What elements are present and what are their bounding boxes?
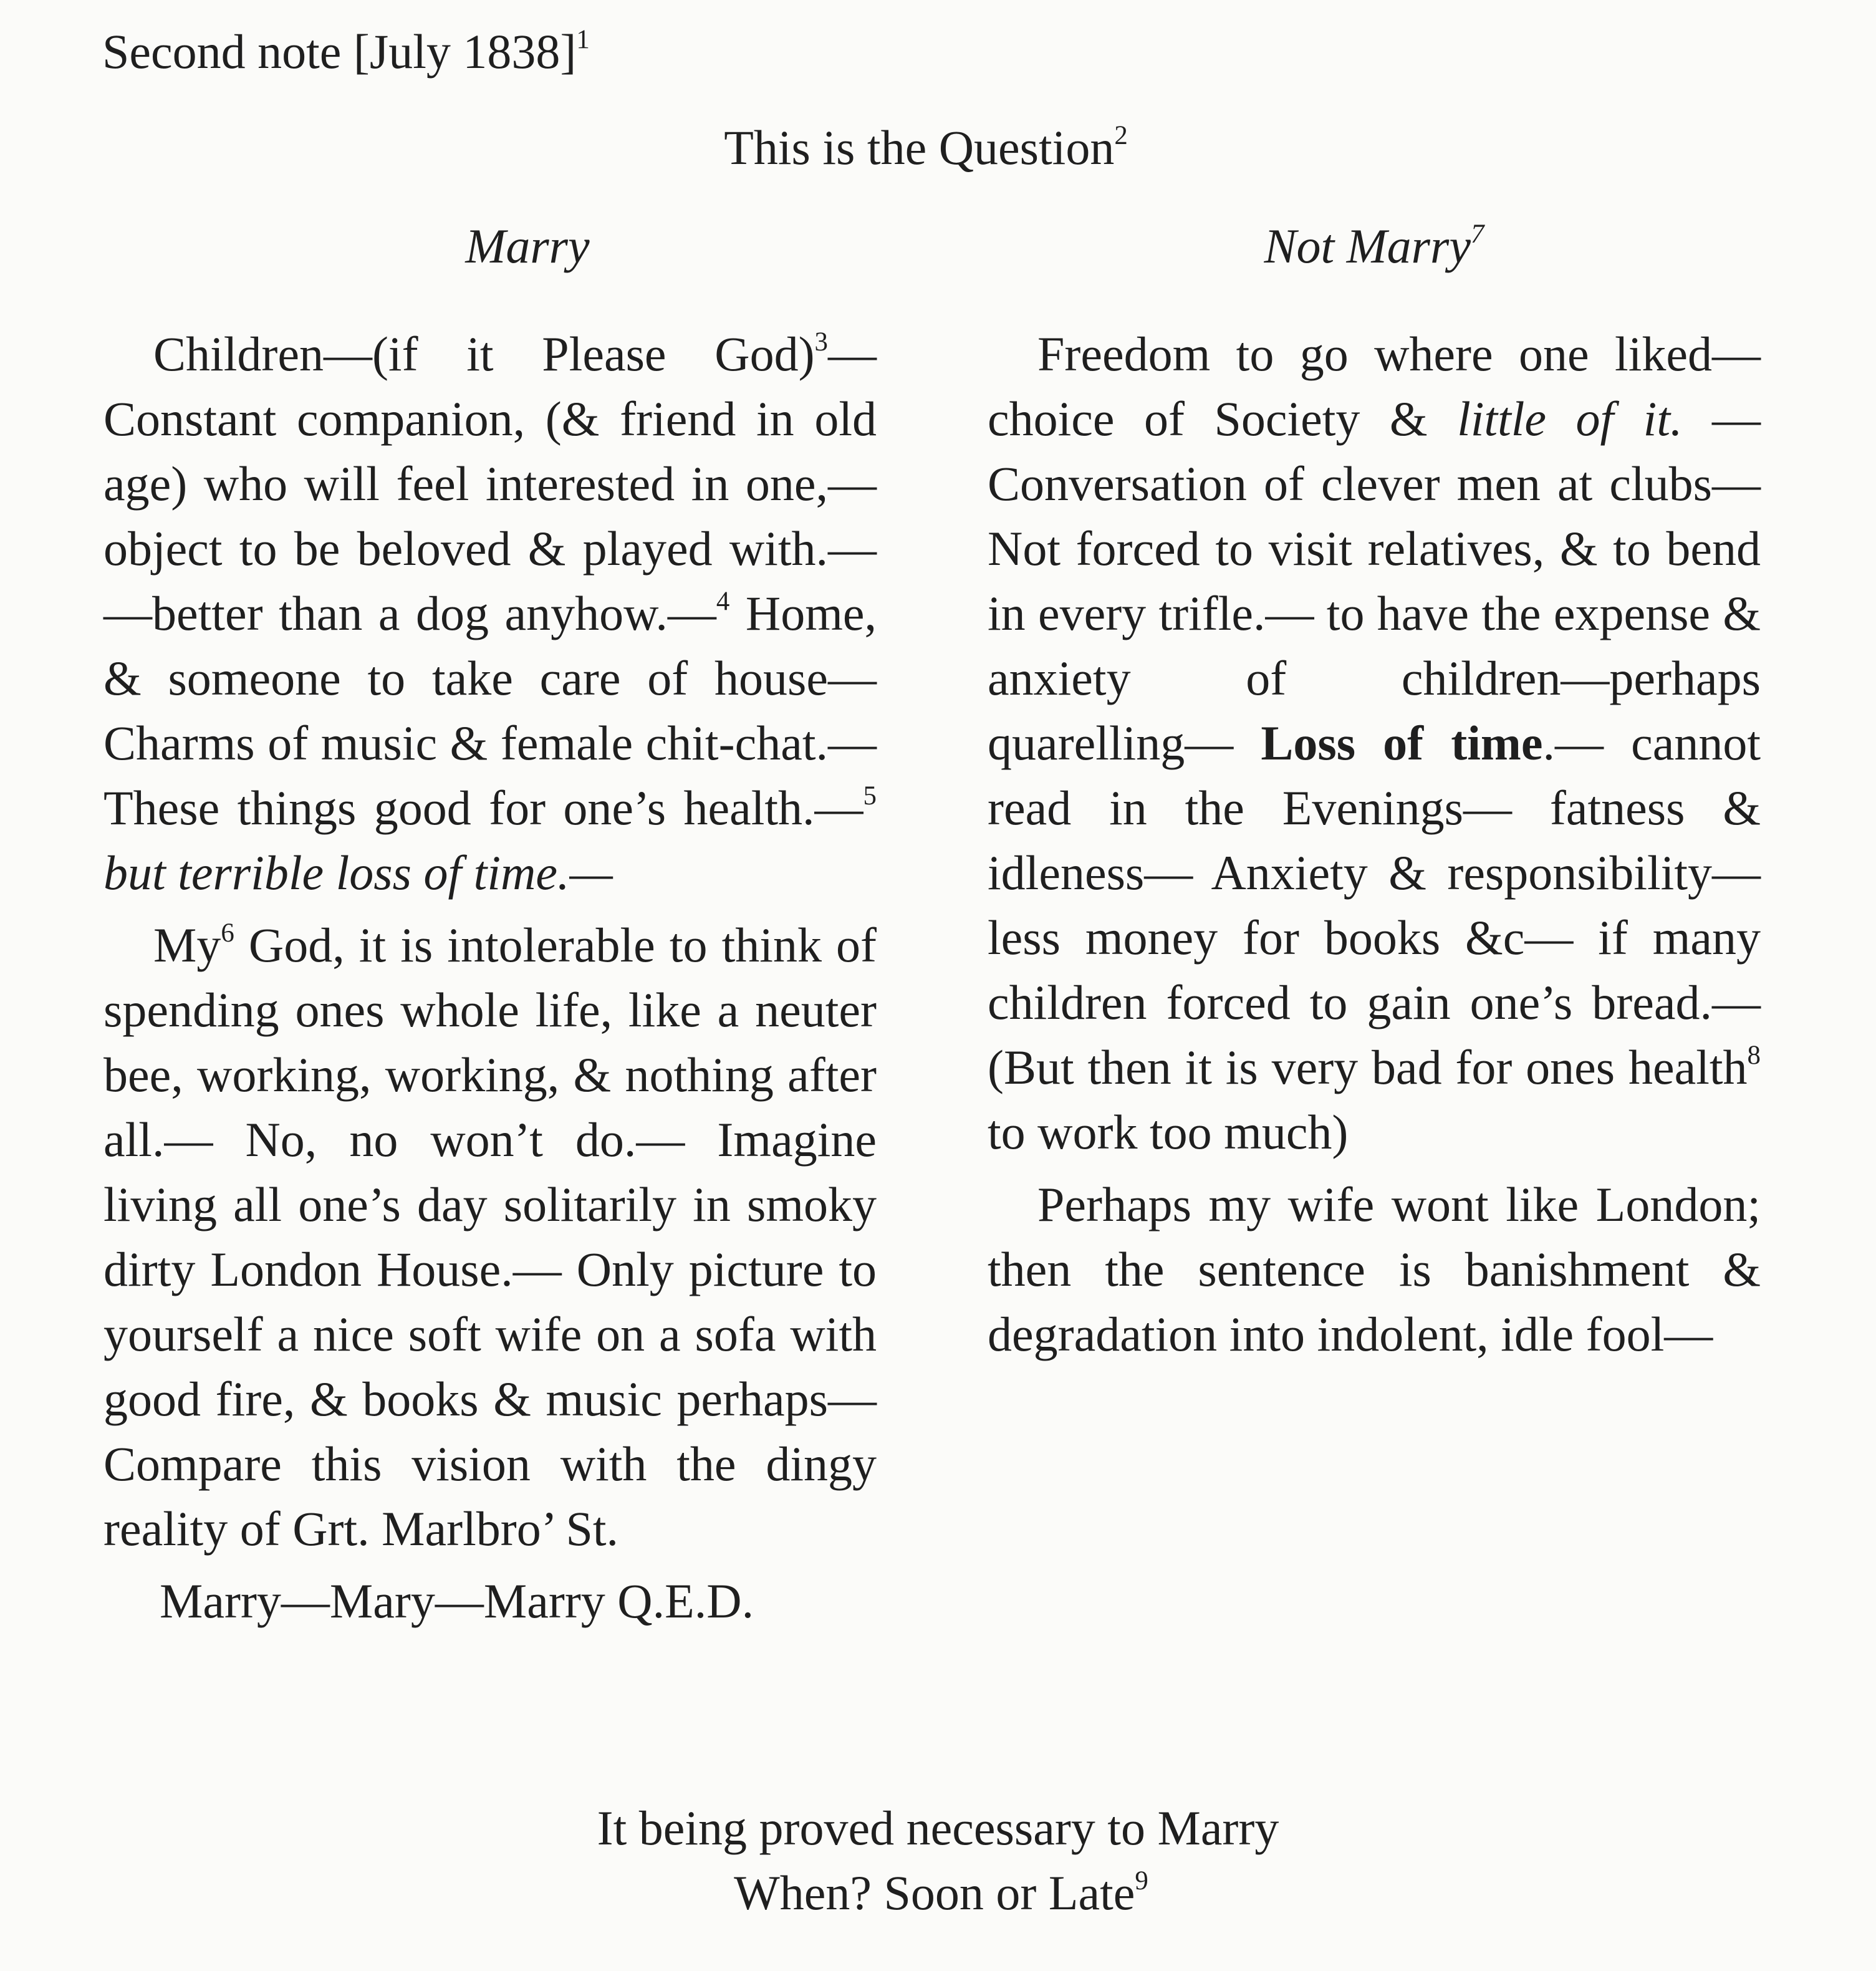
text-run: God, it is intolerable to think of spending ones whole life, like a neuter bee, working, working, & nothing after all.— No, no won’t do.— Imagine living all one’s day solitarily in smoky dirty London House.— Only picture to yourself a nice soft wife on a sofa with good fire, & books & music perhaps— Compare this vision with the dingy reality of Grt. Marlbro’ St.	[103, 918, 877, 1556]
marry-column	[103, 218, 877, 1634]
conclusion-line-2	[0, 1861, 1876, 1925]
note-heading-text: Second note [July 1838]	[102, 24, 577, 79]
text-run: — Conversation of clever men at clubs— Not forced to visit relatives, & to bend in every trifle.— to have the expense & anxiety of children—perhaps quarelling—	[988, 392, 1761, 770]
footnote-marker: 8	[1747, 1040, 1761, 1070]
marry-conclusion: Marry—Mary—Marry Q.E.D.	[160, 1574, 754, 1628]
note-heading	[102, 25, 590, 79]
text-run: When? Soon or Late	[734, 1866, 1135, 1920]
footnote-marker: 1	[576, 24, 590, 54]
page-title-text: This is the Question	[724, 120, 1115, 175]
not-marry-paragraph-1	[988, 322, 1761, 1165]
footnote-marker: 3	[814, 327, 828, 357]
footnote-marker: 2	[1114, 120, 1128, 150]
footnote-marker: 9	[1135, 1866, 1148, 1896]
marry-header-text: Marry	[465, 219, 590, 273]
text-run: .— cannot read in the Evenings— fatness & idleness— Anxiety & responsibility— less money for books &c— if many children forced to gain one’s bread.— (But then it is very bad for ones health	[988, 716, 1761, 1094]
not-marry-header-text: Not Marry	[1264, 219, 1471, 273]
page-title	[0, 120, 1852, 176]
text-run: Freedom to go where one liked— choice of Society &	[988, 327, 1761, 446]
text-run: Home, & someone to take care of house— Charms of music & female chit-chat.— These things good for one’s health.—	[103, 586, 877, 835]
not-marry-paragraph-2: Perhaps my wife wont like London; then the sentence is banishment & degradation into indolent, idle fool—	[988, 1177, 1761, 1361]
conclusion-line-1: It being proved necessary to Marry	[597, 1801, 1279, 1855]
footnote-marker: 5	[863, 781, 877, 811]
footnote-marker: 6	[221, 918, 234, 948]
text-run: — Constant companion, (& friend in old age) who will feel interested in one,— object to be beloved & played with.— —better than a dog anyhow.—	[103, 327, 877, 640]
conclusion	[0, 1796, 1876, 1925]
italic-run: little of it.	[1457, 392, 1683, 446]
marry-column-header	[103, 218, 877, 274]
footnote-marker: 4	[716, 586, 730, 616]
not-marry-column-header	[988, 218, 1761, 274]
text-run: My	[153, 918, 221, 972]
bold-run: Loss of time	[1261, 716, 1543, 770]
marry-paragraph-2	[103, 913, 877, 1561]
italic-run: but terrible loss of time.—	[103, 846, 613, 900]
footnote-marker: 7	[1471, 219, 1484, 249]
text-run: to work too much)	[988, 1105, 1349, 1159]
marry-paragraph-1	[103, 322, 877, 905]
not-marry-column	[988, 218, 1761, 1374]
text-run: Children—(if it Please God)	[153, 327, 815, 381]
